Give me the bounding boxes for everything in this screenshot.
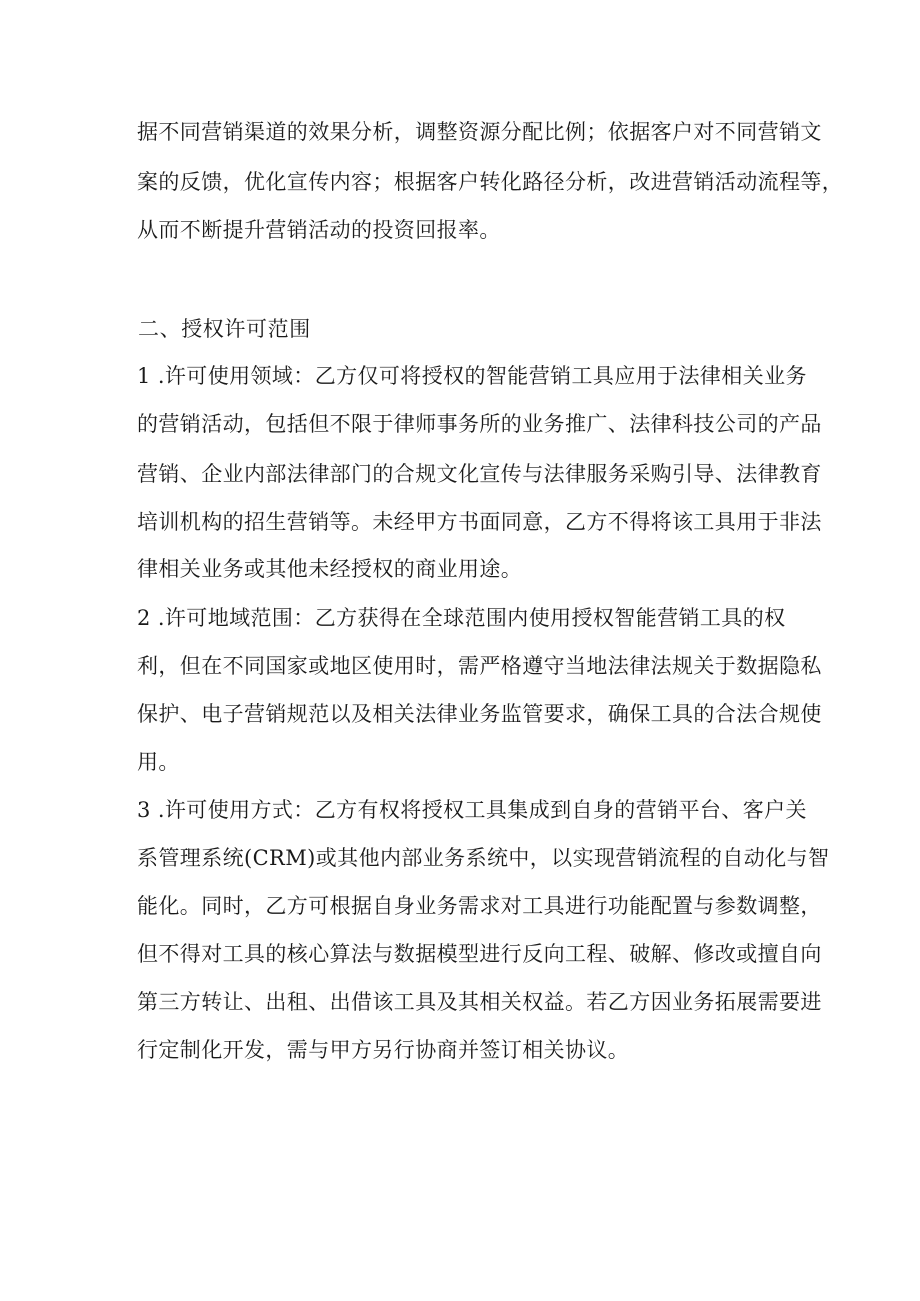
intro-paragraph-line-3: 从而不断提升营销活动的投资回报率。 bbox=[137, 218, 501, 242]
item2-line-3: 保护、电子营销规范以及相关法律业务监管要求，确保工具的合法合规使 bbox=[137, 702, 822, 726]
item3-line-6: 行定制化开发，需与甲方另行协商并签订相关协议。 bbox=[137, 1038, 630, 1062]
item3-line-3: 能化。同时，乙方可根据自身业务需求对工具进行功能配置与参数调整， bbox=[137, 894, 822, 918]
item1-line-5: 律相关业务或其他未经授权的商业用途。 bbox=[137, 557, 523, 581]
item2-line-4: 用。 bbox=[137, 750, 180, 774]
item1-line-1: 1 .许可使用领域：乙方仅可将授权的智能营销工具应用于法律相关业务 bbox=[137, 364, 807, 388]
item2-line-1: 2 .许可地域范围：乙方获得在全球范围内使用授权智能营销工具的权 bbox=[137, 606, 786, 630]
item1-line-4: 培训机构的招生营销等。未经甲方书面同意，乙方不得将该工具用于非法 bbox=[137, 510, 822, 534]
item1-line-3: 营销、企业内部法律部门的合规文化宣传与法律服务采购引导、法律教育 bbox=[137, 462, 822, 486]
item2-line-2: 利，但在不同国家或地区使用时，需严格遵守当地法律法规关于数据隐私 bbox=[137, 654, 822, 678]
item3-line-5: 第三方转让、出租、出借该工具及其相关权益。若乙方因业务拓展需要进 bbox=[137, 990, 822, 1014]
item1-line-2: 的营销活动，包括但不限于律师事务所的业务推广、法律科技公司的产品 bbox=[137, 412, 822, 436]
intro-paragraph-line-1: 据不同营销渠道的效果分析，调整资源分配比例；依据客户对不同营销文 bbox=[137, 120, 822, 144]
intro-paragraph-line-2: 案的反馈，优化宣传内容；根据客户转化路径分析，改进营销活动流程等， bbox=[137, 170, 844, 194]
item3-line-1: 3 .许可使用方式：乙方有权将授权工具集成到自身的营销平台、客户关 bbox=[137, 798, 807, 822]
item3-line-2: 系管理系统(CRM)或其他内部业务系统中，以实现营销流程的自动化与智 bbox=[137, 846, 830, 870]
item3-line-4: 但不得对工具的核心算法与数据模型进行反向工程、破解、修改或擅自向 bbox=[137, 942, 822, 966]
section-heading: 二、授权许可范围 bbox=[138, 317, 311, 341]
